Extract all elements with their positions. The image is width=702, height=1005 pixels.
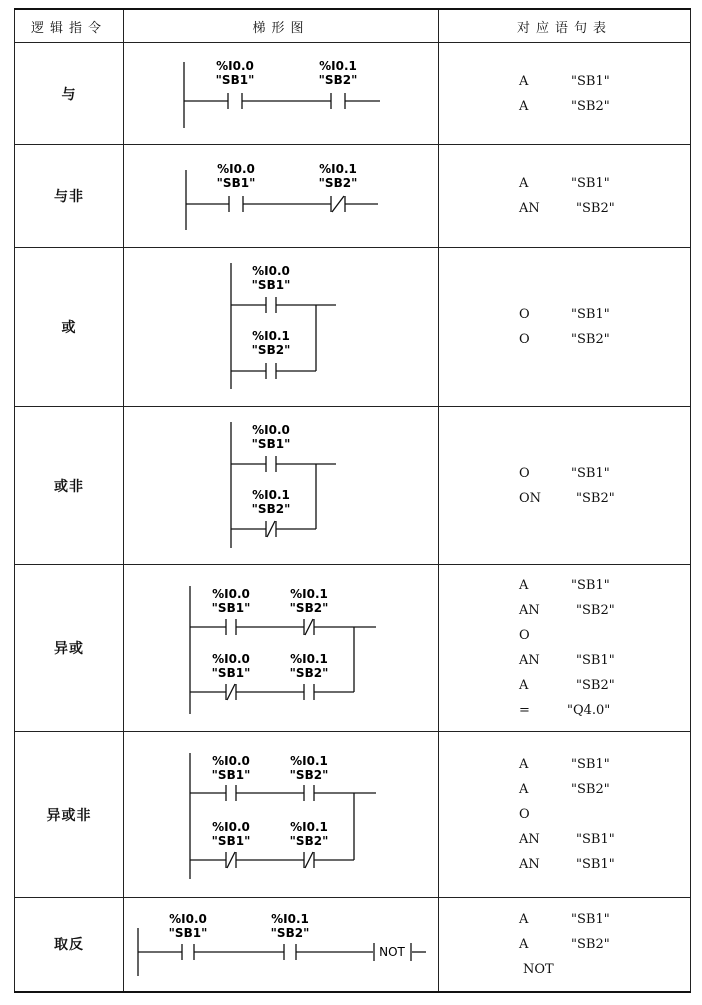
contact-symbol: "SB1" [251, 277, 291, 292]
contact-address: %I0.1 [319, 58, 357, 73]
ladder-cell [124, 565, 439, 732]
stl-operand: "SB1" [571, 465, 610, 481]
stl-operand: "SB2" [576, 603, 615, 618]
stl-line [439, 673, 690, 698]
contact-symbol: "SB1" [211, 600, 251, 615]
stl-line [439, 698, 690, 723]
contact-symbol: "SB1" [216, 176, 256, 190]
stl-op: A [519, 98, 529, 114]
stl-line [439, 932, 690, 957]
ladder-cell [124, 145, 439, 248]
logic-name: 或非 [15, 407, 124, 565]
ladder-cell [124, 407, 439, 565]
stl-operand: "SB2" [571, 936, 610, 952]
header-statement-list: 对应语句表 [439, 9, 691, 43]
table-row-not [15, 898, 691, 992]
logic-name: 或 [15, 248, 124, 407]
contact-address: %I0.1 [290, 651, 328, 666]
contact-symbol: "SB1" [251, 436, 291, 451]
logic-instruction-table [14, 8, 691, 993]
stl-line [439, 486, 690, 511]
stl-op: AN [519, 201, 540, 216]
ladder-cell [124, 732, 439, 898]
contact-symbol: "SB2" [289, 767, 329, 782]
stl-operand: "SB1" [571, 73, 610, 89]
ladder-diagram-xnor [124, 733, 439, 897]
statement-list-cell [439, 248, 691, 407]
table-row-nand [15, 145, 691, 248]
contact-address: %I0.0 [212, 651, 250, 666]
ladder-cell [124, 248, 439, 407]
stl-op: AN [519, 832, 540, 847]
stl-op: ON [519, 490, 542, 506]
ladder-diagram-nor [124, 408, 439, 564]
contact-symbol: "SB2" [270, 926, 310, 941]
ladder-cell [124, 43, 439, 145]
statement-list-cell [439, 145, 691, 248]
stl-line [439, 302, 690, 327]
table-header-row [15, 9, 691, 43]
stl-operand: "SB1" [576, 832, 615, 847]
stl-operand: "SB2" [571, 782, 610, 797]
table-row-or [15, 248, 691, 407]
contact-address: %I0.1 [252, 487, 290, 502]
contact-address: %I0.0 [212, 753, 250, 768]
contact-address: %I0.0 [212, 586, 250, 601]
contact-address: %I0.0 [252, 422, 290, 437]
stl-line [439, 598, 690, 623]
contact-symbol: "SB1" [215, 72, 255, 87]
stl-line [439, 69, 690, 94]
contact-symbol: "SB1" [211, 833, 251, 848]
contact-symbol: "SB2" [251, 501, 291, 516]
contact-address: %I0.1 [290, 819, 328, 834]
contact-address: %I0.0 [169, 912, 207, 927]
stl-operand: "SB2" [576, 678, 615, 693]
logic-name: 异或非 [15, 732, 124, 898]
stl-operand: "Q4.0" [567, 703, 611, 718]
contact-symbol: "SB1" [211, 665, 251, 680]
contact-symbol: "SB2" [318, 72, 358, 87]
contact-address: %I0.0 [217, 162, 255, 176]
ladder-diagram-or [124, 249, 439, 406]
stl-op: O [519, 332, 530, 347]
stl-line [439, 171, 690, 196]
stl-operand: "SB1" [576, 857, 615, 872]
stl-operand: "SB2" [576, 201, 615, 216]
not-box-label: NOT [379, 945, 405, 960]
contact-address: %I0.1 [252, 328, 290, 343]
contact-address: %I0.1 [290, 753, 328, 768]
stl-op: A [519, 678, 529, 693]
contact-symbol: "SB2" [289, 833, 329, 848]
ladder-diagram-xor [124, 566, 439, 731]
contact-symbol: "SB1" [211, 767, 251, 782]
contact-symbol: "SB2" [251, 342, 291, 357]
stl-op: O [519, 307, 530, 322]
statement-list-cell [439, 43, 691, 145]
contact-address: %I0.1 [290, 586, 328, 601]
stl-line [439, 94, 690, 119]
stl-line [439, 623, 690, 648]
stl-operand: "SB1" [576, 653, 615, 668]
stl-op: AN [519, 603, 540, 618]
stl-operand: "SB1" [571, 176, 610, 191]
header-logic-instruction: 逻辑指令 [15, 9, 124, 43]
stl-op: NOT [523, 961, 554, 977]
logic-name: 取反 [15, 898, 124, 992]
stl-op: A [519, 911, 529, 927]
stl-line [439, 907, 690, 932]
stl-op: O [519, 465, 530, 481]
stl-operand: "SB1" [571, 757, 610, 772]
stl-operand: "SB2" [571, 98, 610, 114]
table-row-nor [15, 407, 691, 565]
contact-symbol: "SB1" [168, 926, 208, 941]
contact-symbol: "SB2" [289, 600, 329, 615]
stl-op: A [519, 757, 529, 772]
stl-line [439, 827, 690, 852]
table-row-xnor [15, 732, 691, 898]
stl-line [439, 648, 690, 673]
stl-line [439, 752, 690, 777]
stl-op: O [519, 807, 530, 822]
contact-address: %I0.1 [319, 162, 357, 176]
ladder-cell [124, 898, 439, 992]
stl-line [439, 777, 690, 802]
stl-line [439, 196, 690, 221]
stl-line [439, 802, 690, 827]
contact-address: %I0.0 [252, 263, 290, 278]
stl-operand: "SB1" [571, 307, 610, 322]
stl-line [439, 957, 690, 982]
stl-operand: "SB2" [571, 332, 610, 347]
header-ladder-diagram: 梯形图 [124, 9, 439, 43]
stl-operand: "SB2" [576, 490, 615, 506]
statement-list-cell [439, 407, 691, 565]
stl-op: AN [519, 857, 540, 872]
stl-op: A [519, 936, 529, 952]
stl-op: A [519, 578, 529, 593]
logic-name: 异或 [15, 565, 124, 732]
contact-address: %I0.0 [216, 58, 254, 73]
stl-line [439, 327, 690, 352]
table-row-and [15, 43, 691, 145]
stl-op: A [519, 73, 529, 89]
stl-line [439, 461, 690, 486]
table-row-xor [15, 565, 691, 732]
logic-name: 与 [15, 43, 124, 145]
stl-op: A [519, 782, 529, 797]
ladder-diagram-and [124, 44, 439, 144]
contact-symbol: "SB2" [318, 176, 358, 190]
statement-list-cell [439, 732, 691, 898]
stl-op: AN [519, 653, 540, 668]
logic-name: 与非 [15, 145, 124, 248]
stl-op: = [519, 703, 530, 718]
stl-operand: "SB1" [571, 578, 610, 593]
stl-op: A [519, 176, 529, 191]
contact-address: %I0.1 [271, 912, 309, 927]
stl-operand: "SB1" [571, 911, 610, 927]
ladder-diagram-nand [124, 146, 439, 246]
contact-address: %I0.0 [212, 819, 250, 834]
stl-line [439, 573, 690, 598]
stl-op: O [519, 628, 530, 643]
stl-line [439, 852, 690, 877]
statement-list-cell [439, 565, 691, 732]
contact-symbol: "SB2" [289, 665, 329, 680]
ladder-diagram-not [124, 898, 439, 990]
statement-list-cell [439, 898, 691, 992]
